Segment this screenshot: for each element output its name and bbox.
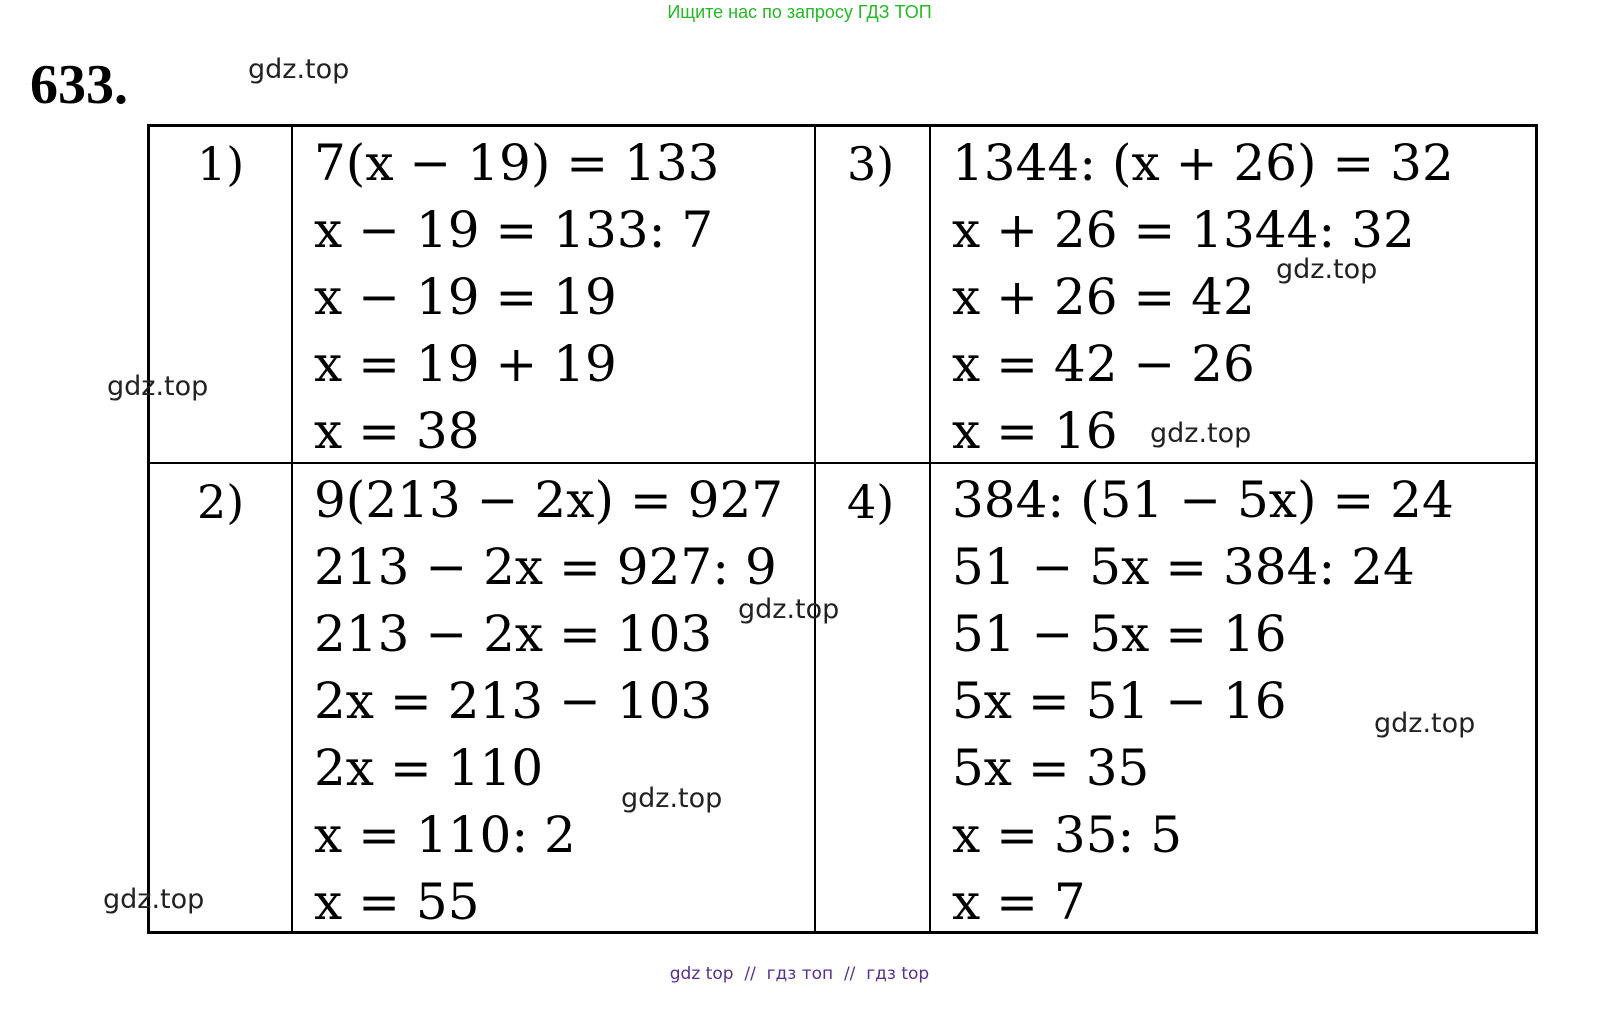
watermark: gdz.top: [248, 54, 350, 85]
solution-part-4: [952, 467, 1454, 936]
solution-part-3: [952, 130, 1454, 465]
equation-line: x + 26 = 1344: 32: [952, 201, 1415, 259]
equation-line: x = 19 + 19: [314, 335, 617, 393]
top-banner: Ищите нас по запросу ГДЗ ТОП: [667, 2, 932, 22]
equation-line: 1344: (x + 26) = 32: [952, 134, 1454, 192]
equation-line: x = 35: 5: [952, 806, 1183, 864]
equation-line: 51 − 5x = 384: 24: [952, 538, 1415, 596]
solution-part-2: [314, 467, 783, 936]
equation-line: x = 16: [952, 402, 1118, 460]
column-divider: [814, 127, 816, 931]
watermark: gdz.top: [738, 594, 840, 625]
equation-line: 7(x − 19) = 133: [314, 134, 720, 192]
equation-line: x = 42 − 26: [952, 335, 1255, 393]
watermark: gdz.top: [107, 371, 209, 402]
column-divider: [929, 127, 931, 931]
equation-line: x = 110: 2: [314, 806, 576, 864]
part-label-1: 1): [197, 137, 245, 191]
equation-line: 213 − 2x = 927: 9: [314, 538, 777, 596]
equation-line: 384: (51 − 5x) = 24: [952, 471, 1454, 529]
equation-line: x + 26 = 42: [952, 268, 1255, 326]
problem-number: 633.: [30, 54, 128, 116]
part-label-4: 4): [847, 475, 895, 529]
footer-links: gdz top // гдз топ // гдз top: [669, 964, 930, 984]
equation-line: x = 38: [314, 402, 480, 460]
equation-line: x − 19 = 133: 7: [314, 201, 714, 259]
equation-line: 9(213 − 2x) = 927: [314, 471, 784, 529]
column-divider: [291, 127, 293, 931]
part-label-2: 2): [197, 475, 245, 529]
solution-table: [147, 124, 1538, 934]
equation-line: x = 55: [314, 873, 480, 931]
equation-line: 213 − 2x = 103: [314, 605, 713, 663]
equation-line: x − 19 = 19: [314, 268, 617, 326]
equation-line: 2x = 110: [314, 739, 544, 797]
equation-line: 5x = 51 − 16: [952, 672, 1287, 730]
equation-line: 2x = 213 − 103: [314, 672, 713, 730]
equation-line: x = 7: [952, 873, 1086, 931]
watermark: gdz.top: [621, 783, 723, 814]
equation-line: 5x = 35: [952, 739, 1150, 797]
solution-part-1: [314, 130, 719, 465]
watermark: gdz.top: [1276, 254, 1378, 285]
watermark: gdz.top: [1150, 418, 1252, 449]
watermark: gdz.top: [1374, 708, 1476, 739]
equation-line: 51 − 5x = 16: [952, 605, 1287, 663]
watermark: gdz.top: [103, 884, 205, 915]
part-label-3: 3): [847, 137, 895, 191]
